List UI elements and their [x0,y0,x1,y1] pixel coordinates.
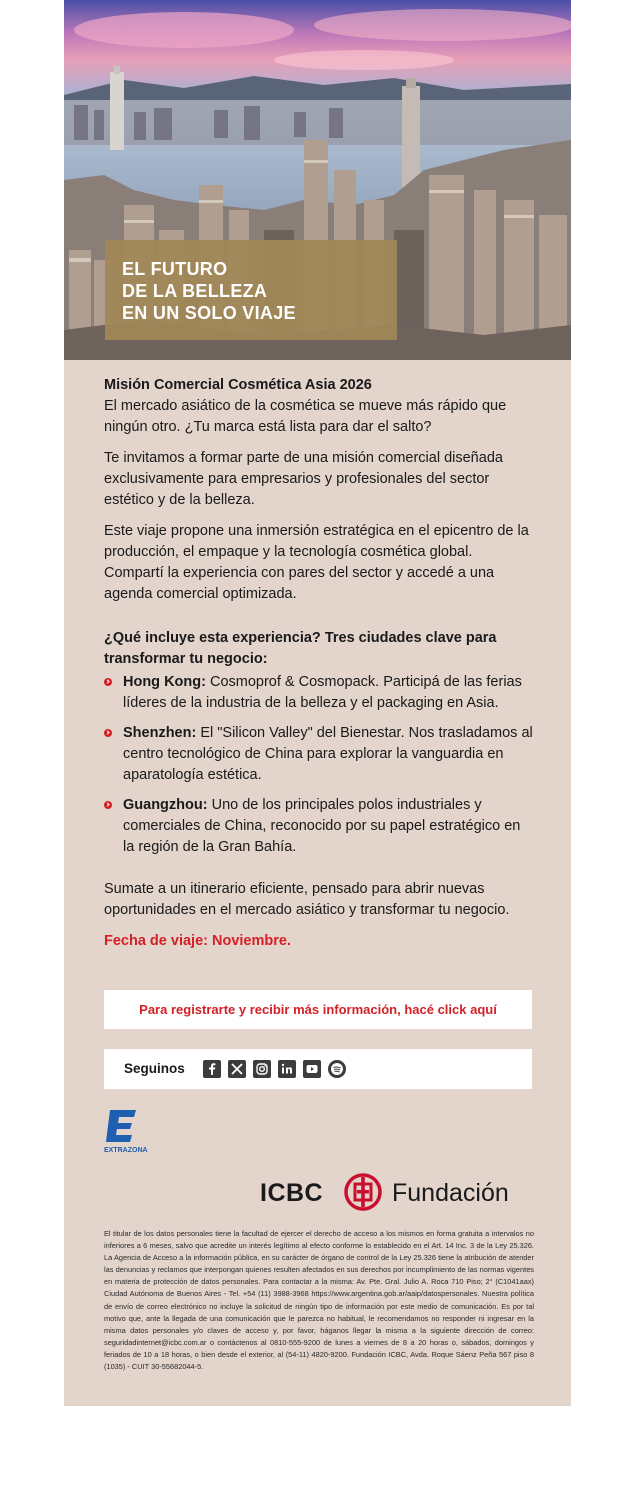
list-item [104,795,534,858]
mission-title: Misión Comercial Cosmética Asia 2026 [104,377,372,393]
city-description: Cosmoprof & Cosmopack. Participá de las ferias líderes de la industria de la belleza y el packaging en Asia. [123,674,522,711]
extrazona-logo [104,1108,152,1154]
register-cta-button[interactable]: Para registrarte y recibir más información, hacé click aquí [104,990,532,1029]
fundacion-wordmark: Fundación [392,1179,509,1207]
intro-lead: El mercado asiático de la cosmética se mueve más rápido que ningún otro. ¿Tu marca está lista para dar el salto? [104,398,507,435]
instagram-icon[interactable] [253,1060,271,1078]
city-name: Hong Kong: [123,674,206,690]
legal-disclaimer: El titular de los datos personales tiene la facultad de ejercer el derecho de acceso a los mismos en forma gratuita a intervalos no inferiores a 6 meses, salvo que acredite un interés legítimo al efecto conforme lo establecido en el Art. 14 Inc. 3 de la Ley 25.326. La Agencia de Acceso a la información pública, en su carácter de órgano de control de la Ley 25.326 tiene la atribución de atender las denuncias y reclamos que interpongan quienes resulten afectados en sus derechos por incumplimiento de las normas vigentes en materia de protección de datos personales. Para contactar a la misma: Av. Pte. Gral. Julio A. Roca 710 Piso; 2° (C1041aax) Ciudad Autónoma de Buenos Aires - Tel. +54 (11) 3988-3968 https://www.argentina.gob.ar/aaip/datospersonales. Nuestra política de envío de correo electrónico no incluye la solicitud de ningún tipo de información por este medio de comunicación. Es por tal motivo que, ante la llegada de una comunicación que le parezca no habitual, le recomendamos no responder ni ingresar en la misma datos personales y/o claves de acceso y, por favor, háganos llegar la misma a la siguiente dirección de correo: seguridadinternet@icbc.com.ar o contáctenos al 0810-555-9200 de lunes a viernes de 8 a 20 horas o, sábados, domingos y feriados de 10 a 18 horas, o bien desde el exterior, al (54-11) 4820-9200. Fundación ICBC, Avda. Roque Sáenz Peña 567 piso 8 (1035) - CUIT 30-55682044-5. [104,1229,534,1372]
social-bar [104,1049,532,1089]
red-bullet-icon [104,801,112,809]
icbc-seal-icon [344,1173,382,1216]
hero-headline-line-2: DE LA BELLEZA [122,281,268,301]
closing-paragraph: Sumate a un itinerario eficiente, pensado para abrir nuevas oportunidades en el mercado asiático y transformar tu negocio. [104,881,510,918]
hero-headline-line-3: EN UN SOLO VIAJE [122,303,296,323]
hero-headline-box [105,240,397,340]
social-label: Seguinos [124,1061,185,1076]
hero-headline-line-1: EL FUTURO [122,259,228,279]
spotify-icon[interactable] [328,1060,346,1078]
youtube-icon[interactable] [303,1060,321,1078]
list-item [104,672,534,714]
intro-paragraph-3: Este viaje propone una inmersión estratégica en el epicentro de la producción, el empaque y la tecnología cosmética global. Compartí la experiencia con pares del sector y accedé a una agenda comercial optimizada. [104,523,529,602]
includes-heading: ¿Qué incluye esta experiencia? Tres ciudades clave para transformar tu negocio: [104,630,497,667]
red-bullet-icon [104,678,112,686]
city-description: El "Silicon Valley" del Bienestar. Nos trasladamos al centro tecnológico de China para explorar la vanguardia en aparatología estética. [123,725,533,783]
cities-list [104,672,534,858]
icbc-fundacion-logo [260,1172,536,1212]
city-name: Shenzhen: [123,725,197,741]
facebook-icon[interactable] [203,1060,221,1078]
red-bullet-icon [104,729,112,737]
x-icon[interactable] [228,1060,246,1078]
email-card [64,0,571,1406]
icbc-wordmark: ICBC [260,1179,324,1207]
city-description: Uno de los principales polos industriales y comerciales de China, reconocido por su papel estratégico en la región de la Gran Bahía. [123,797,521,855]
city-name: Guangzhou: [123,797,208,813]
extrazona-wordmark: EXTRAZONA [104,1147,148,1154]
intro-paragraph-2: Te invitamos a formar parte de una misión comercial diseñada exclusivamente para empresarios y profesionales del sector estético y de la belleza. [104,450,503,508]
email-body [104,375,534,952]
list-item [104,723,534,786]
hero-banner [64,0,571,360]
travel-date: Fecha de viaje: Noviembre. [104,933,291,949]
linkedin-icon[interactable] [278,1060,296,1078]
